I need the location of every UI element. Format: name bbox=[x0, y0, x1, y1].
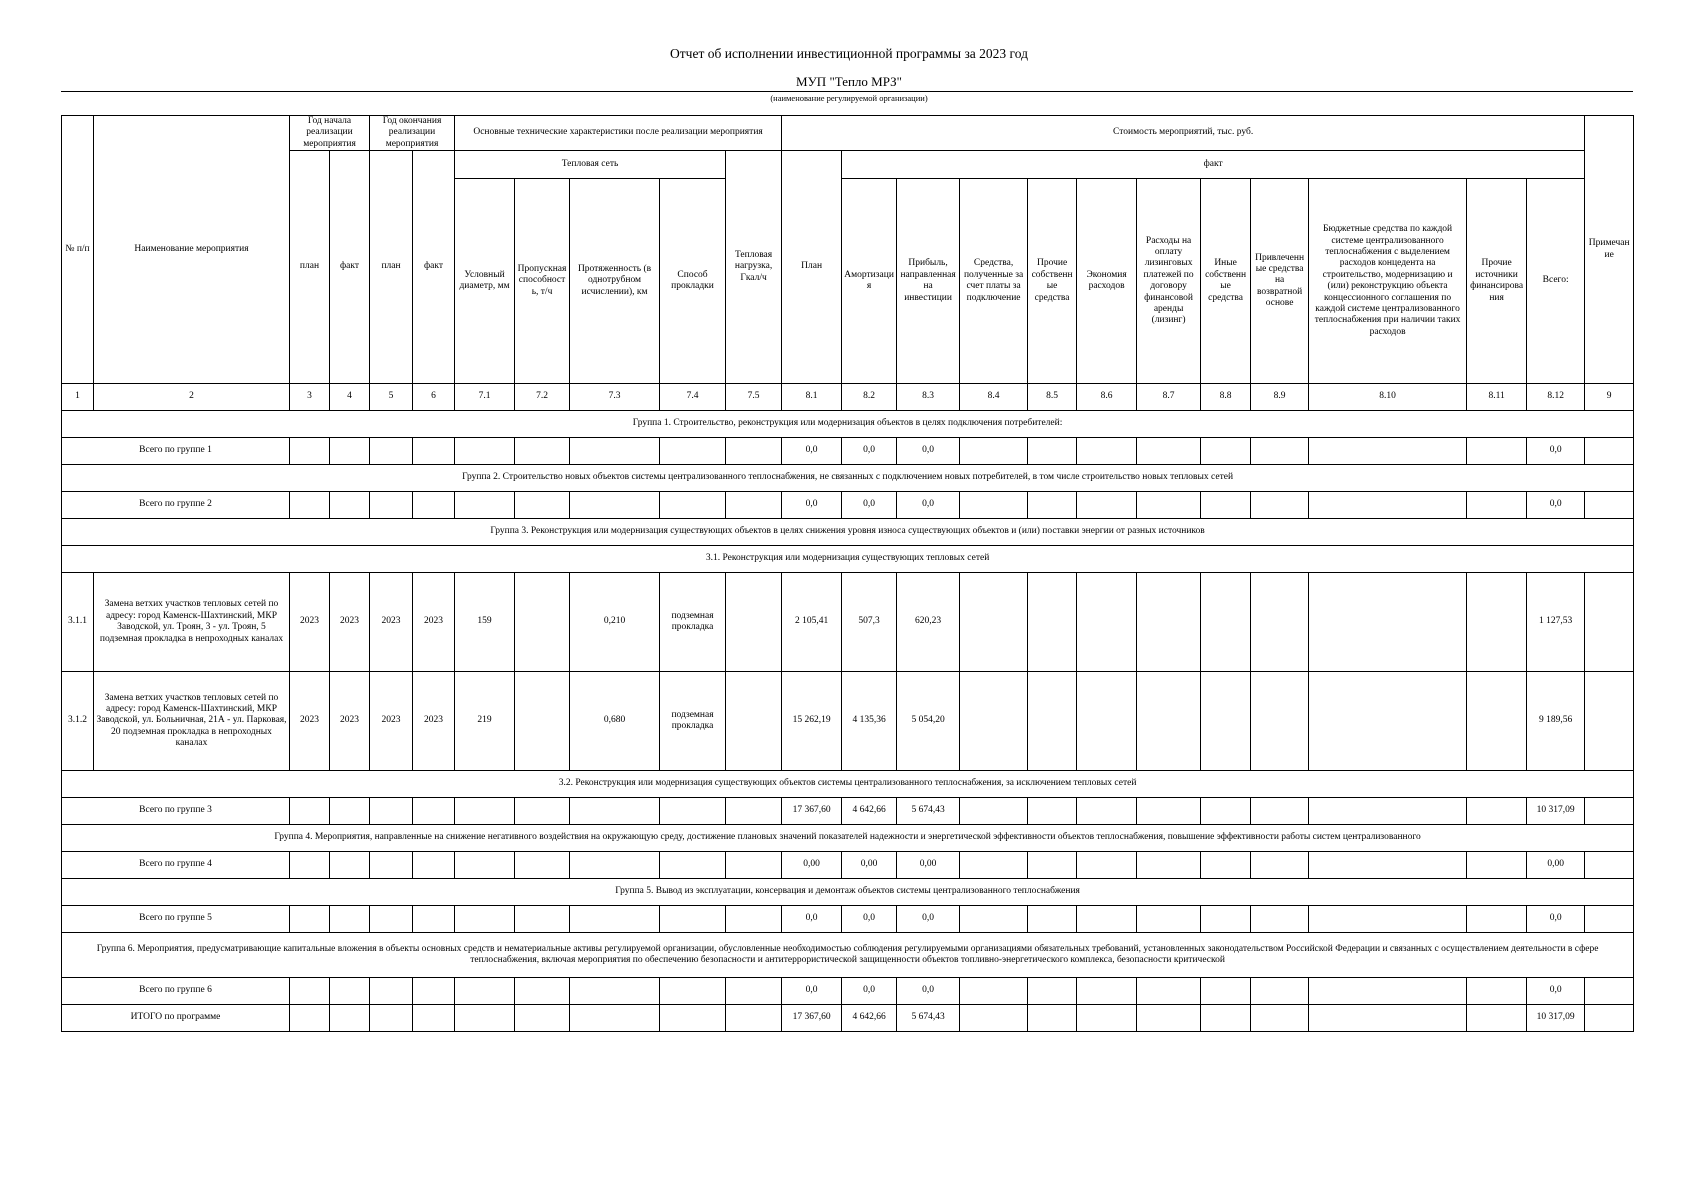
col-header-tech: Основные технические характеристики после реализации мероприятия bbox=[455, 116, 782, 151]
item-start-plan: 2023 bbox=[290, 672, 330, 771]
col-index: 9 bbox=[1585, 384, 1634, 411]
col-header-leasing: Расходы на оплату лизинговых платежей по договору финансовой аренды (лизинг) bbox=[1137, 179, 1201, 384]
total-label: Всего по группе 6 bbox=[62, 978, 290, 1005]
organization-name: МУП "Тепло МРЗ" bbox=[796, 74, 902, 89]
organization-underline bbox=[61, 91, 1633, 92]
investment-program-table bbox=[61, 115, 1634, 1032]
col-index: 8.6 bbox=[1077, 384, 1137, 411]
item-start-fact: 2023 bbox=[330, 672, 370, 771]
total-profit: 5 674,43 bbox=[897, 798, 960, 825]
col-header-length: Протяженность (в однотрубном исчислении), км bbox=[570, 179, 660, 384]
column-index-row bbox=[62, 384, 1634, 411]
col-header-profit: Прибыль, направленная на инвестиции bbox=[897, 179, 960, 384]
col-header-start-plan: план bbox=[290, 151, 330, 384]
group-5-heading: Группа 5. Вывод из эксплуатации, консервация и демонтаж объектов системы централизованного теплоснабжения bbox=[62, 879, 1634, 906]
col-header-year-start: Год начала реализации мероприятия bbox=[290, 116, 370, 151]
table-row bbox=[62, 672, 1634, 771]
col-index: 6 bbox=[413, 384, 455, 411]
subgroup-3-1-heading: 3.1. Реконструкция или модернизация существующих тепловых сетей bbox=[62, 546, 1634, 573]
grand-total-label: ИТОГО по программе bbox=[62, 1005, 290, 1032]
item-end-fact: 2023 bbox=[413, 672, 455, 771]
total-plan: 17 367,60 bbox=[782, 798, 842, 825]
item-profit: 5 054,20 bbox=[897, 672, 960, 771]
item-name: Замена ветхих участков тепловых сетей по адресу: город Каменск-Шахтинский, МКР Заводской, ул. Больничная, 21А - ул. Парковая, 20 подземная прокладка в непроходных каналах bbox=[94, 672, 290, 771]
total-profit: 0,0 bbox=[897, 906, 960, 933]
col-header-note: Примечание bbox=[1585, 116, 1634, 384]
total-label: Всего по группе 1 bbox=[62, 438, 290, 465]
col-header-laying: Способ прокладки bbox=[660, 179, 726, 384]
col-index: 5 bbox=[370, 384, 413, 411]
col-header-savings: Экономия расходов bbox=[1077, 179, 1137, 384]
group-3-heading: Группа 3. Реконструкция или модернизация существующих объектов в целях снижения уровня износа существующих объектов и (или) поставки энергии от разных источников bbox=[62, 519, 1634, 546]
item-plan: 15 262,19 bbox=[782, 672, 842, 771]
col-index: 7.4 bbox=[660, 384, 726, 411]
item-end-plan: 2023 bbox=[370, 573, 413, 672]
col-header-network: Тепловая сеть bbox=[455, 151, 726, 179]
total-plan: 0,0 bbox=[782, 978, 842, 1005]
col-index: 1 bbox=[62, 384, 94, 411]
col-index: 8.11 bbox=[1467, 384, 1527, 411]
col-header-budget: Бюджетные средства по каждой системе централизованного теплоснабжения с выделением расходов концедента на строительство, модернизацию и (или) реконструкцию объекта концессионного соглашения по каждой системе централизованного теплоснабжения при наличии таких расходов bbox=[1309, 179, 1467, 384]
col-header-cost-plan: План bbox=[782, 151, 842, 384]
col-header-diameter: Условный диаметр, мм bbox=[455, 179, 515, 384]
col-header-other-sources: Прочие источники финансирования bbox=[1467, 179, 1527, 384]
item-amort: 507,3 bbox=[842, 573, 897, 672]
col-header-load: Тепловая нагрузка, Гкал/ч bbox=[726, 151, 782, 384]
group-5-total-row bbox=[62, 906, 1634, 933]
total-label: Всего по группе 4 bbox=[62, 852, 290, 879]
item-profit: 620,23 bbox=[897, 573, 960, 672]
col-header-cost: Стоимость мероприятий, тыс. руб. bbox=[782, 116, 1585, 151]
total-plan: 0,0 bbox=[782, 438, 842, 465]
col-index: 2 bbox=[94, 384, 290, 411]
col-index: 7.1 bbox=[455, 384, 515, 411]
col-index: 8.3 bbox=[897, 384, 960, 411]
total-sum: 0,0 bbox=[1527, 978, 1585, 1005]
group-1-heading: Группа 1. Строительство, реконструкция или модернизация объектов в целях подключения потребителей: bbox=[62, 411, 1634, 438]
col-header-other-own: Прочие собственные средства bbox=[1028, 179, 1077, 384]
item-diameter: 159 bbox=[455, 573, 515, 672]
total-amort: 0,0 bbox=[842, 492, 897, 519]
item-start-fact: 2023 bbox=[330, 573, 370, 672]
grand-total-sum: 10 317,09 bbox=[1527, 1005, 1585, 1032]
total-amort: 0,0 bbox=[842, 978, 897, 1005]
grand-total-row bbox=[62, 1005, 1634, 1032]
item-total: 9 189,56 bbox=[1527, 672, 1585, 771]
item-length: 0,680 bbox=[570, 672, 660, 771]
total-label: Всего по группе 5 bbox=[62, 906, 290, 933]
col-header-borrowed: Привлеченные средства на возвратной основе bbox=[1251, 179, 1309, 384]
grand-total-profit: 5 674,43 bbox=[897, 1005, 960, 1032]
item-length: 0,210 bbox=[570, 573, 660, 672]
item-name: Замена ветхих участков тепловых сетей по адресу: город Каменск-Шахтинский, МКР Заводской, ул. Троян, 3 - ул. Троян, 5 подземная прокладка в непроходных каналах bbox=[94, 573, 290, 672]
col-header-end-plan: план bbox=[370, 151, 413, 384]
col-index: 7.3 bbox=[570, 384, 660, 411]
col-index: 7.2 bbox=[515, 384, 570, 411]
total-amort: 0,00 bbox=[842, 852, 897, 879]
col-index: 3 bbox=[290, 384, 330, 411]
col-header-connection-fee: Средства, полученные за счет платы за подключение bbox=[960, 179, 1028, 384]
item-num: 3.1.2 bbox=[62, 672, 94, 771]
item-end-fact: 2023 bbox=[413, 573, 455, 672]
item-laying: подземная прокладка bbox=[660, 573, 726, 672]
grand-total-plan: 17 367,60 bbox=[782, 1005, 842, 1032]
group-6-heading: Группа 6. Мероприятия, предусматривающие капитальные вложения в объекты основных средств и нематериальные активы регулируемой организации, обусловленные необходимостью соблюдения регулируемыми организациями обязательных требований, установленных законодательством Российской Федерации и связанных с осуществлением деятельности в сфере теплоснабжения, включая мероприятия по обеспечению безопасности и антитеррористической защищенности объектов топливно-энергетического комплекса, безопасности критической bbox=[62, 933, 1634, 978]
col-index: 7.5 bbox=[726, 384, 782, 411]
total-plan: 0,0 bbox=[782, 906, 842, 933]
col-header-num: № п/п bbox=[62, 116, 94, 384]
total-profit: 0,0 bbox=[897, 492, 960, 519]
col-index: 8.5 bbox=[1028, 384, 1077, 411]
col-index: 8.9 bbox=[1251, 384, 1309, 411]
report-title: Отчет об исполнении инвестиционной программы за 2023 год bbox=[670, 46, 1028, 61]
total-plan: 0,0 bbox=[782, 492, 842, 519]
item-diameter: 219 bbox=[455, 672, 515, 771]
organization-caption: (наименование регулируемой организации) bbox=[770, 93, 928, 103]
total-sum: 10 317,09 bbox=[1527, 798, 1585, 825]
total-amort: 0,0 bbox=[842, 438, 897, 465]
col-header-other-own2: Иные собственные средства bbox=[1201, 179, 1251, 384]
col-index: 8.2 bbox=[842, 384, 897, 411]
col-index: 8.12 bbox=[1527, 384, 1585, 411]
item-start-plan: 2023 bbox=[290, 573, 330, 672]
col-header-name: Наименование мероприятия bbox=[94, 116, 290, 384]
total-amort: 4 642,66 bbox=[842, 798, 897, 825]
total-sum: 0,0 bbox=[1527, 438, 1585, 465]
group-4-heading: Группа 4. Мероприятия, направленные на снижение негативного воздействия на окружающую среду, достижение плановых значений показателей надежности и энергетической эффективности объектов теплоснабжения, повышение эффективности работы систем централизованного bbox=[62, 825, 1634, 852]
col-index: 8.1 bbox=[782, 384, 842, 411]
col-header-end-fact: факт bbox=[413, 151, 455, 384]
item-num: 3.1.1 bbox=[62, 573, 94, 672]
total-profit: 0,0 bbox=[897, 978, 960, 1005]
col-index: 8.10 bbox=[1309, 384, 1467, 411]
total-sum: 0,00 bbox=[1527, 852, 1585, 879]
item-amort: 4 135,36 bbox=[842, 672, 897, 771]
total-sum: 0,0 bbox=[1527, 906, 1585, 933]
item-plan: 2 105,41 bbox=[782, 573, 842, 672]
total-profit: 0,00 bbox=[897, 852, 960, 879]
total-profit: 0,0 bbox=[897, 438, 960, 465]
group-3-total-row bbox=[62, 798, 1634, 825]
total-label: Всего по группе 2 bbox=[62, 492, 290, 519]
group-4-total-row bbox=[62, 852, 1634, 879]
group-2-heading: Группа 2. Строительство новых объектов системы централизованного теплоснабжения, не связанных с подключением новых потребителей, в том числе строительство новых тепловых сетей bbox=[62, 465, 1634, 492]
total-sum: 0,0 bbox=[1527, 492, 1585, 519]
col-index: 8.8 bbox=[1201, 384, 1251, 411]
col-header-amort: Амортизация bbox=[842, 179, 897, 384]
col-header-cost-fact: факт bbox=[842, 151, 1585, 179]
col-header-year-end: Год окончания реализации мероприятия bbox=[370, 116, 455, 151]
col-index: 4 bbox=[330, 384, 370, 411]
group-6-total-row bbox=[62, 978, 1634, 1005]
total-amort: 0,0 bbox=[842, 906, 897, 933]
group-2-total-row bbox=[62, 492, 1634, 519]
col-index: 8.7 bbox=[1137, 384, 1201, 411]
col-index: 8.4 bbox=[960, 384, 1028, 411]
col-header-start-fact: факт bbox=[330, 151, 370, 384]
table-row bbox=[62, 573, 1634, 672]
subgroup-3-2-heading: 3.2. Реконструкция или модернизация существующих объектов системы централизованного теплоснабжения, за исключением тепловых сетей bbox=[62, 771, 1634, 798]
group-1-total-row bbox=[62, 438, 1634, 465]
col-header-total: Всего: bbox=[1527, 179, 1585, 384]
col-header-capacity: Пропускная способность, т/ч bbox=[515, 179, 570, 384]
item-laying: подземная прокладка bbox=[660, 672, 726, 771]
item-total: 1 127,53 bbox=[1527, 573, 1585, 672]
item-end-plan: 2023 bbox=[370, 672, 413, 771]
total-label: Всего по группе 3 bbox=[62, 798, 290, 825]
grand-total-amort: 4 642,66 bbox=[842, 1005, 897, 1032]
total-plan: 0,00 bbox=[782, 852, 842, 879]
